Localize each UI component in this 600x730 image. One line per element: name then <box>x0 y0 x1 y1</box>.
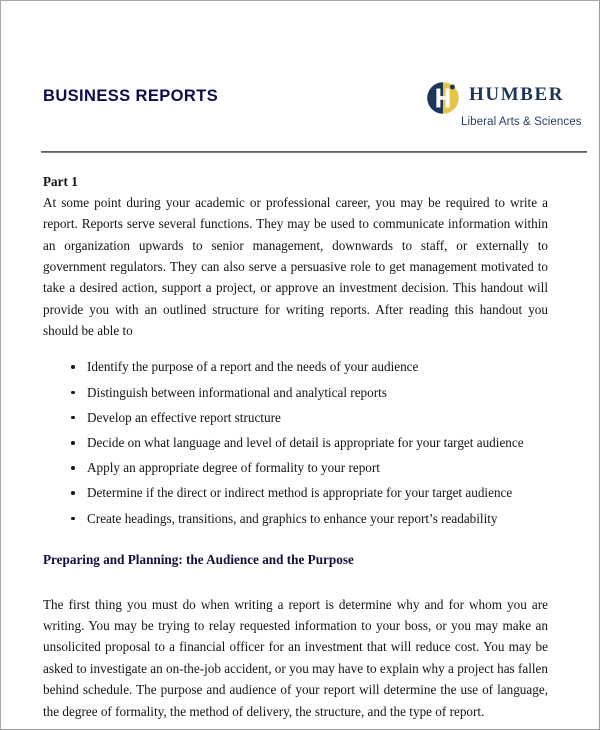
page-title: BUSINESS REPORTS <box>43 87 219 105</box>
document-header <box>1 1 599 147</box>
document-body <box>43 173 548 722</box>
section-heading: Preparing and Planning: the Audience and the Purpose <box>43 552 354 568</box>
list-item: Create headings, transitions, and graphics to enhance your report’s readability <box>71 510 548 528</box>
humber-logo <box>425 75 595 137</box>
humber-tagline: Liberal Arts & Sciences <box>461 116 582 128</box>
list-item: Apply an appropriate degree of formality to your report <box>71 459 548 477</box>
header-divider <box>41 151 587 153</box>
humber-logo-mark-icon <box>425 80 461 116</box>
section-paragraph: The first thing you must do when writing a report is determine why and for whom you are writing. You may be trying to relay requested information to your boss, or you may make an unsolicited proposal to a financial officer for an investment that will reduce cost. You may be asked to investigate an on-the-job accident, or you may have to explain why a project has fallen behind schedule. The purpose and audience of your report will determine the use of language, the degree of formality, the method of delivery, the structure, and the type of report. <box>43 596 548 719</box>
intro-paragraph: At some point during your academic or professional career, you may be required to write a report. Reports serve several functions. They may be used to communicate information within an organization upwards to senior management, downwards to staff, or externally to government regulators. They can also serve a persuasive role to get management motivated to take a desired action, support a project, or approve an investment decision. This handout will provide you with an outlined structure for writing reports. After reading this handout you should be able to <box>43 194 548 339</box>
list-item: Determine if the direct or indirect method is appropriate for your target audience <box>71 484 548 502</box>
list-item: Identify the purpose of a report and the needs of your audience <box>71 358 548 376</box>
humber-wordmark: HUMBER <box>469 84 565 105</box>
objectives-list <box>43 358 548 527</box>
list-item: Decide on what language and level of detail is appropriate for your target audience <box>71 434 548 452</box>
part-heading: Part 1 <box>43 174 78 189</box>
list-item: Distinguish between informational and analytical reports <box>71 384 548 402</box>
list-item: Develop an effective report structure <box>71 409 548 427</box>
